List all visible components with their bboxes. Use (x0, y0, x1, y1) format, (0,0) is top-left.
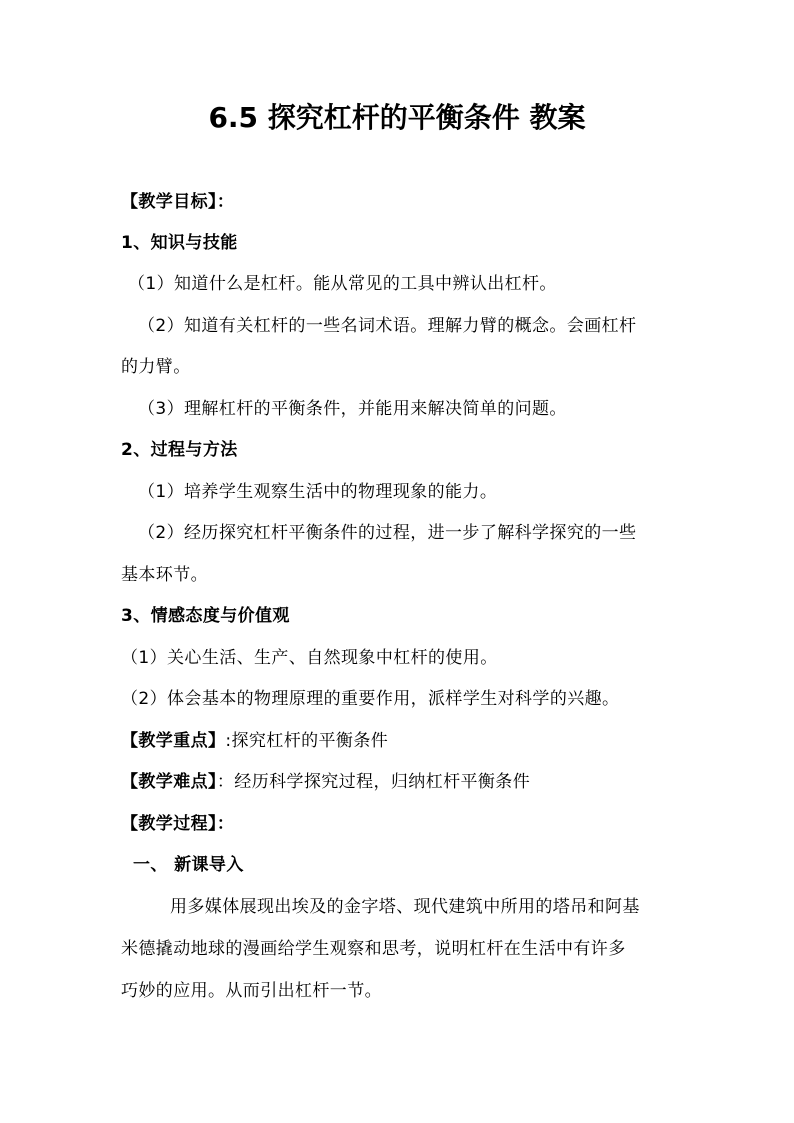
intro-paragraph-line1: 用多媒体展现出埃及的金字塔、现代建筑中所用的塔吊和阿基 (170, 897, 640, 917)
s1-item3: （3）理解杠杆的平衡条件，并能用来解决简单的问题。 (138, 399, 567, 419)
key-point-line (121, 729, 388, 753)
document-title: 6.5 探究杠杆的平衡条件 教案 (208, 101, 586, 134)
key-point-text: :探究杠杆的平衡条件 (225, 731, 389, 751)
part1-heading: 一、 新课导入 (133, 855, 244, 875)
s2-item2-line1: （2）经历探究杠杆平衡条件的过程，进一步了解科学探究的一些 (138, 523, 637, 543)
s3-item2: （2）体会基本的物理原理的重要作用，派样学生对科学的兴趣。 (121, 689, 620, 709)
difficulty-text: ：经历科学探究过程，归纳杠杆平衡条件 (216, 772, 531, 792)
section2-heading: 2、过程与方法 (121, 440, 238, 460)
s3-item1: （1）关心生活、生产、自然现象中杠杆的使用。 (121, 648, 498, 668)
s2-item2-line2: 基本环节。 (121, 565, 208, 585)
s1-item2-line1: （2）知道有关杠杆的一些名词术语。理解力臂的概念。会画杠杆 (138, 316, 637, 336)
difficulty-line (121, 770, 530, 794)
intro-paragraph-line3: 巧妙的应用。从而引出杠杆一节。 (121, 981, 382, 1001)
s2-item1: （1）培养学生观察生活中的物理现象的能力。 (138, 482, 498, 502)
intro-paragraph-line2: 米德撬动地球的漫画给学生观察和思考，说明杠杆在生活中有许多 (121, 939, 626, 959)
section3-heading: 3、情感态度与价值观 (121, 606, 290, 626)
section1-heading: 1、知识与技能 (121, 233, 238, 253)
s1-item1: （1）知道什么是杠杆。能从常见的工具中辨认出杠杆。 (128, 274, 557, 294)
difficulty-label: 【教学难点】 (121, 772, 217, 792)
key-point-label: 【教学重点】 (121, 731, 226, 751)
objectives-heading: 【教学目标】： (121, 192, 235, 212)
s1-item2-line2: 的力臂。 (121, 357, 191, 377)
process-heading: 【教学过程】： (121, 814, 235, 834)
